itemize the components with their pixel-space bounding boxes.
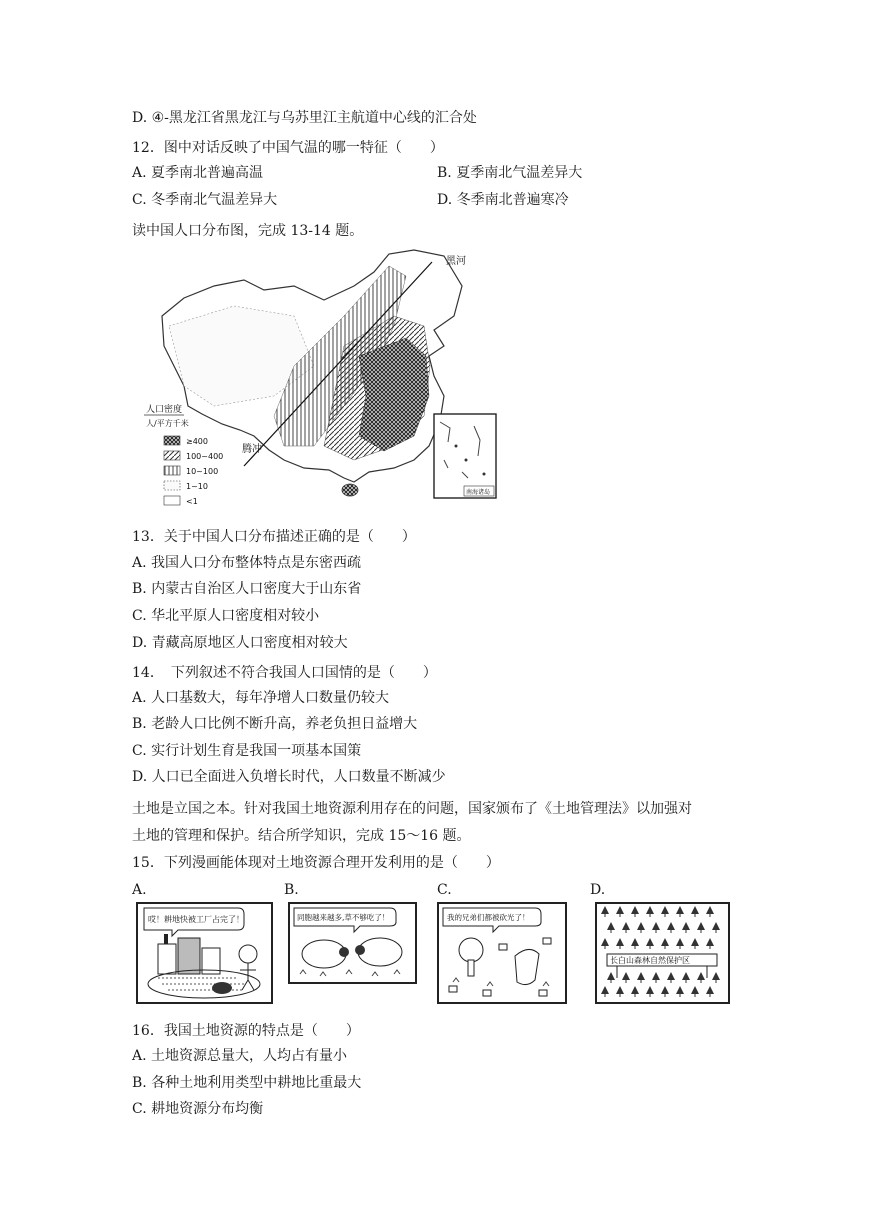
population-map	[144, 246, 506, 516]
comic-d-sign: 长白山森林自然保护区	[610, 956, 690, 965]
tree-icon	[661, 906, 669, 917]
hainan-island	[342, 484, 358, 496]
tree-icon	[607, 972, 615, 983]
tree-icon	[637, 922, 645, 933]
q16-stem: 16．我国土地资源的特点是（ ）	[132, 1023, 360, 1039]
tree-icon	[652, 972, 660, 983]
q14-option-a: A. 人口基数大，每年净增人口数量仍较大	[132, 690, 390, 706]
tree-icon	[616, 906, 624, 917]
tree-icon	[601, 906, 609, 917]
tree-icon	[712, 922, 720, 933]
legend-unit: 人/平方千米	[146, 419, 189, 428]
q11-option-d: D. ④-黑龙江省黑龙江与乌苏里江主航道中心线的汇合处	[132, 110, 477, 126]
tree-icon	[691, 986, 699, 997]
tree-icon	[712, 972, 720, 983]
legend-item-1: ≥400	[186, 437, 208, 446]
tree-icon	[706, 906, 714, 917]
label-heihe: 黑河	[446, 256, 466, 267]
comic-label-b: B.	[284, 882, 299, 898]
comic-b	[288, 902, 417, 984]
q16-option-b: B. 各种土地利用类型中耕地比重最大	[132, 1075, 362, 1091]
tree-icon	[616, 986, 624, 997]
tree-icon	[652, 922, 660, 933]
tree-icon	[646, 906, 654, 917]
comic-a-speech: 哎！耕地快被工厂占完了！	[148, 915, 244, 924]
comic-c	[437, 902, 567, 1004]
legend-item-5: <1	[186, 497, 198, 506]
tree-icon	[631, 938, 639, 949]
tree-icon	[661, 938, 669, 949]
map-intro: 读中国人口分布图，完成 13-14 题。	[132, 223, 364, 239]
tree-icon	[607, 922, 615, 933]
tree-icon	[682, 922, 690, 933]
comic-a	[136, 902, 273, 1004]
tree-icon	[622, 922, 630, 933]
comic-c-speech: 我的兄弟们都被砍光了！	[447, 913, 530, 922]
tree-icon	[706, 938, 714, 949]
tree-icon	[676, 986, 684, 997]
tree-icon	[676, 938, 684, 949]
comic-label-a: A.	[132, 882, 147, 898]
q12-option-c: C. 冬季南北气温差异大	[132, 192, 278, 208]
q14-stem: 14． 下列叙述不符合我国人口国情的是（ ）	[132, 665, 437, 681]
legend-item-2: 100~400	[186, 452, 224, 461]
comic-label-c: C.	[437, 882, 452, 898]
tree-icon	[706, 986, 714, 997]
comic-b-speech: 同胞越来越多,草不够吃了！	[297, 913, 390, 922]
q15-stem: 15．下列漫画能体现对土地资源合理开发利用的是（ ）	[132, 855, 500, 871]
inset-label: 南海诸岛	[466, 489, 491, 496]
tree-icon	[616, 938, 624, 949]
q14-option-c: C. 实行计划生育是我国一项基本国策	[132, 743, 362, 759]
comic-d-forest	[597, 904, 728, 1002]
q12-option-a: A. 夏季南北普遍高温	[132, 165, 264, 181]
tree-icon	[682, 972, 690, 983]
legend-item-3: 10~100	[186, 467, 219, 476]
q14-option-d: D. 人口已全面进入负增长时代，人口数量不断减少	[132, 769, 446, 785]
tree-icon	[676, 906, 684, 917]
comic-label-d: D.	[590, 882, 606, 898]
tree-icon	[667, 972, 675, 983]
tree-icon	[697, 972, 705, 983]
land-intro-line-2: 土地的管理和保护。结合所学知识，完成 15～16 题。	[132, 828, 471, 844]
tree-icon	[631, 986, 639, 997]
q13-stem: 13．关于中国人口分布描述正确的是（ ）	[132, 529, 416, 545]
tree-icon	[637, 972, 645, 983]
tree-icon	[661, 986, 669, 997]
q13-option-a: A. 我国人口分布整体特点是东密西疏	[132, 555, 362, 571]
q12-option-b: B. 夏季南北气温差异大	[437, 165, 583, 181]
tree-icon	[697, 922, 705, 933]
tree-icon	[601, 986, 609, 997]
legend-title: 人口密度	[146, 405, 183, 415]
tree-icon	[667, 922, 675, 933]
label-tengchong: 腾冲	[242, 444, 262, 455]
tree-icon	[622, 972, 630, 983]
tree-icon	[601, 938, 609, 949]
legend-item-4: 1~10	[186, 482, 208, 491]
tree-icon	[691, 938, 699, 949]
china-population-map-figure	[144, 246, 506, 516]
comic-d	[595, 902, 730, 1004]
tree-icon	[646, 986, 654, 997]
q13-option-b: B. 内蒙古自治区人口密度大于山东省	[132, 581, 362, 597]
q13-option-d: D. 青藏高原地区人口密度相对较大	[132, 635, 348, 651]
q14-option-b: B. 老龄人口比例不断升高，养老负担日益增大	[132, 716, 418, 732]
south-china-sea-inset	[434, 414, 496, 498]
q12-option-d: D. 冬季南北普遍寒冷	[437, 192, 569, 208]
tree-icon	[631, 906, 639, 917]
tree-icon	[646, 938, 654, 949]
q16-option-c: C. 耕地资源分布均衡	[132, 1101, 264, 1117]
tree-icon	[691, 906, 699, 917]
land-intro-line-1: 土地是立国之本。针对我国土地资源利用存在的问题，国家颁布了《土地管理法》以加强对	[132, 801, 692, 817]
q16-option-a: A. 土地资源总量大，人均占有量小	[132, 1048, 348, 1064]
q13-option-c: C. 华北平原人口密度相对较小	[132, 608, 320, 624]
q12-stem: 12．图中对话反映了中国气温的哪一特征（ ）	[132, 140, 444, 156]
